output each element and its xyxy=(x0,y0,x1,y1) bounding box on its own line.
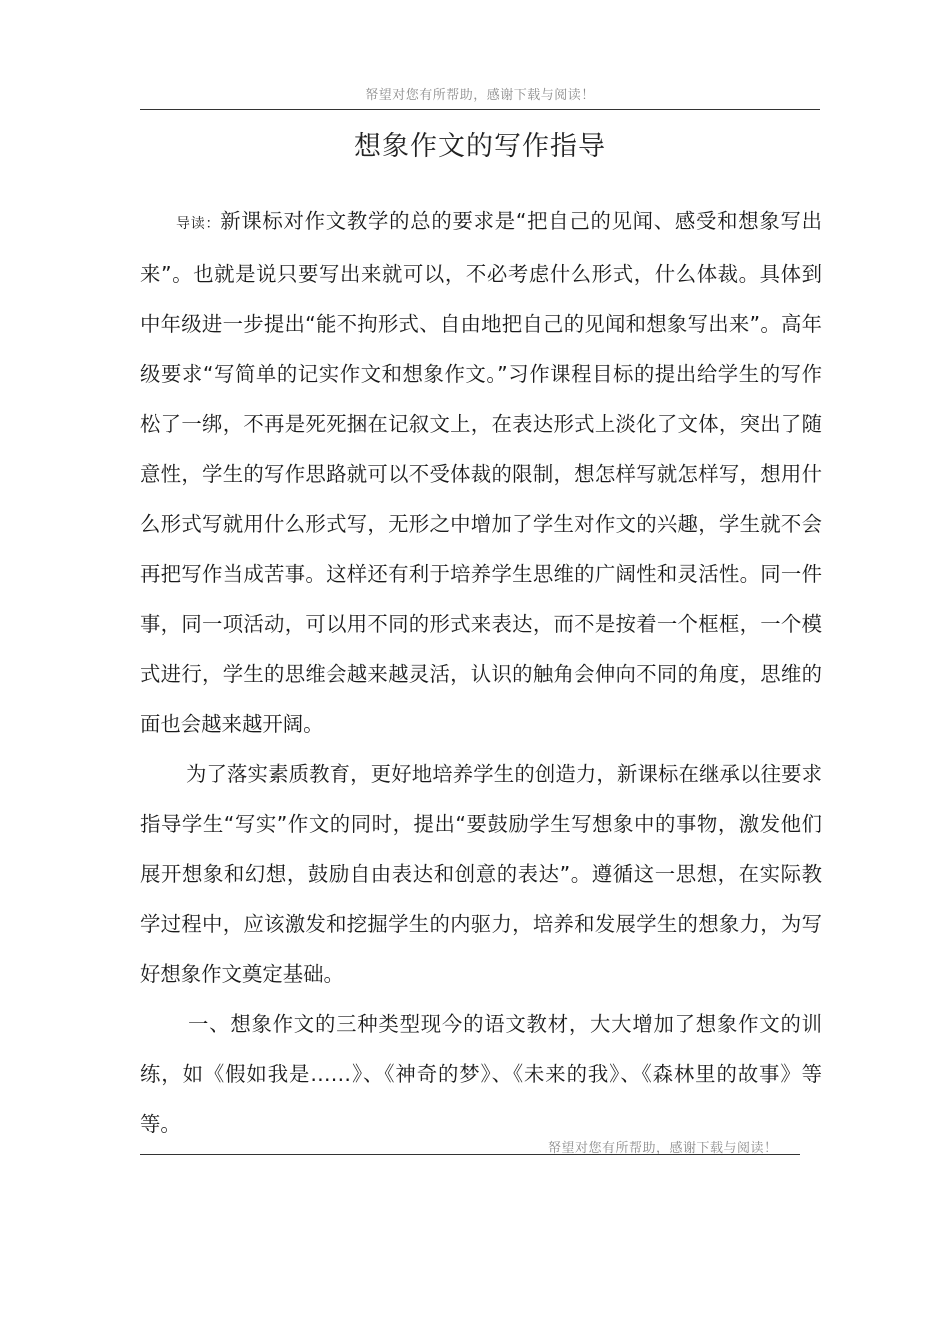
footer-divider xyxy=(140,1154,800,1155)
document-title: 想象作文的写作指导 xyxy=(354,131,606,162)
paragraph-intro xyxy=(140,196,822,749)
lead-label: 导读： xyxy=(176,216,221,232)
page-footer-text: 帑望对您有所帮助，感谢下载与阅读！ xyxy=(548,1141,778,1156)
paragraph-section-one: 一、想象作文的三种类型现今的语文教材，大大增加了想象作文的训练，如《假如我是……》、《神奇的梦》、《未来的我》、《森林里的故事》等等。 xyxy=(140,1012,822,1136)
paragraph-intro-text: 新课标对作文教学的总的要求是“把自己的见闻、感受和想象写出来”。也就是说只要写出来就可以，不必考虑什么形式，什么体裁。具体到中年级进一步提出“能不拘形式、自由地把自己的见闻和想象写出来”。高年级要求“写简单的记实作文和想象作文。”习作课程目标的提出给学生的写作松了一绑，不再是死死捆在记叙文上，在表达形式上淡化了文体，突出了随意性，学生的写作思路就可以不受体裁的限制，想怎样写就怎样写，想用什么形式写就用什么形式写，无形之中增加了学生对作文的兴趣，学生就不会再把写作当成苦事。这样还有利于培养学生思维的广阔性和灵活性。同一件事，同一项活动，可以用不同的形式来表达，而不是按着一个框框，一个模式进行，学生的思维会越来越灵活，认识的触角会伸向不同的角度，思维的面也会越来越开阔。 xyxy=(140,209,823,736)
document-body xyxy=(140,196,822,1149)
paragraph-second: 为了落实素质教育，更好地培养学生的创造力，新课标在继承以往要求指导学生“写实”作文的同时，提出“要鼓励学生写想象中的事物，激发他们展开想象和幻想，鼓励自由表达和创意的表达”。遵循这一思想，在实际教学过程中，应该激发和挖掘学生的内驱力，培养和发展学生的想象力，为写好想象作文奠定基础。 xyxy=(140,762,822,986)
header-divider xyxy=(140,109,820,110)
page-header-text: 帑望对您有所帮助，感谢下载与阅读！ xyxy=(365,88,595,103)
